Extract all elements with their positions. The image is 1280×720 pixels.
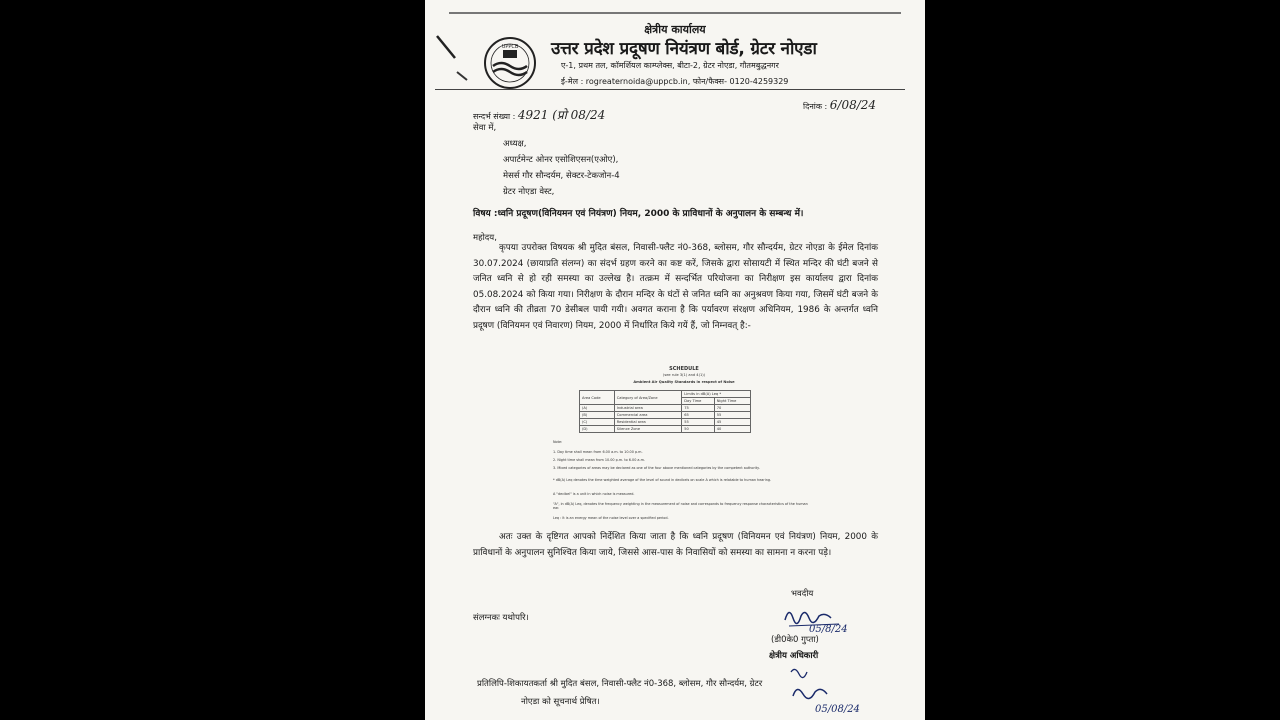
table-header: Category of Area/Zone	[614, 391, 681, 405]
body-paragraph-1: कृपया उपरोक्त विषयक श्री मुदित बंसल, निवासी-फ्लैट नं0-368, ब्लोसम, गौर सौन्दर्यम, ग्रेटर नोएडा के ईमेल दिनांक 30.07.2024 (छायाप्रति संलग्न) का संदर्भ ग्रहण करने का कष्ट करें, जिसके द्वारा सोसायटी में स्थित मन्दिर की घंटी बजने से जनित ध्वनि से हो रही समस्या का उल्लेख है। तत्क्रम में सन्दर्भित परियोजना का निरीक्षण इस कार्यालय द्वारा दिनांक 05.08.2024 को किया गया। निरीक्षण के दौरान मन्दिर के घंटों से जनित ध्वनि का अनुश्रवण किया गया, जिसमें घंटी बजने के दौरान ध्वनि की तीव्रता 70 डेसीबल पायी गयी। अवगत कराना है कि पर्यावरण संरक्षण अधिनियम, 1986 के अन्तर्गत ध्वनि प्रदूषण (विनियमन एवं निवारण) नियम, 2000 में निर्धारित किये गयें हैं, जो निम्नवत् है:-	[473, 243, 878, 331]
schedule-subtitle: (see rule 3(1) and 4(1))	[662, 373, 706, 377]
table-row	[580, 412, 751, 419]
schedule-heading: Ambient Air Quality Standards in respect of Noise	[633, 380, 735, 384]
table-cell: 55	[682, 419, 714, 426]
table-cell: 55	[714, 412, 750, 419]
board-name: उत्तर प्रदेश प्रदूषण नियंत्रण बोर्ड, ग्रेटर नोएडा	[551, 39, 817, 59]
table-header: Day Time	[682, 398, 714, 405]
table-header: Limits in dB(A) Leq *	[682, 391, 751, 398]
letter-date	[803, 98, 876, 112]
table-header: Night Time	[714, 398, 750, 405]
table-cell: 50	[682, 426, 714, 433]
schedule-note: 1. Day time shall mean from 6.00 a.m. to 10.00 p.m.	[553, 450, 643, 454]
uppcb-logo-icon	[483, 36, 537, 90]
schedule-table	[579, 390, 751, 433]
officer-name: (डी0के0 गुप्ता)	[771, 635, 819, 645]
logo-label: UPPCB	[501, 44, 519, 50]
table-header-row	[580, 391, 751, 398]
recipient-line: ग्रेटर नोएडा वेस्ट,	[503, 187, 555, 197]
recipient-line: मेसर्स गौर सौन्दर्यम, सेक्टर-टेकजोन-4	[503, 171, 620, 181]
body-paragraph-2: अतः उक्त के दृष्टिगत आपको निर्देशित किया जाता है कि ध्वनि प्रदूषण (विनियमन एवं नियंत्रण) नियम, 2000 के प्राविधानों के अनुपालन सुनिश्चित किया जाये, जिससे आस-पास के निवासियों को समस्या का सामना न करना पड़े।	[473, 532, 878, 558]
header-divider	[435, 89, 905, 90]
office-contact: ई-मेल : rogreaternoida@uppcb.in, फोन/फैक्स- 0120-4259329	[561, 77, 789, 86]
schedule-note: 2. Night time shall mean from 10.00 p.m. to 6.00 a.m.	[553, 458, 645, 462]
table-cell: 65	[682, 412, 714, 419]
table-cell: (A)	[580, 405, 615, 412]
subject-line: विषय :ध्वनि प्रदूषण(विनियमन एवं नियंत्रण) नियम, 2000 के प्राविधानों के अनुपालन के सम्बन्ध में।	[473, 209, 804, 219]
table-row	[580, 419, 751, 426]
top-border	[449, 12, 901, 14]
schedule-title: SCHEDULE	[669, 366, 699, 372]
table-cell: Commercial area	[614, 412, 681, 419]
table-cell: Industrial area	[614, 405, 681, 412]
recipient-line: अपार्टमेन्ट ओनर एसोशिएसन(एओए),	[503, 155, 619, 165]
table-cell: (C)	[580, 419, 615, 426]
date-value: 6/08/24	[829, 98, 877, 112]
officer-designation: क्षेत्रीय अधिकारी	[769, 651, 819, 661]
recipient-line: अध्यक्ष,	[503, 139, 527, 149]
table-cell: (D)	[580, 426, 615, 433]
table-cell: Silence Zone	[614, 426, 681, 433]
date-label: दिनांक :	[803, 102, 828, 111]
pen-mark-icon	[433, 34, 473, 82]
signature-date: 05/8/24	[809, 624, 848, 635]
salutation: महोदय,	[473, 233, 497, 243]
table-cell: (B)	[580, 412, 615, 419]
schedule-note-label: Note:	[553, 440, 563, 444]
table-cell: 75	[682, 405, 714, 412]
enclosure-note: संलग्नकः यथोपरि।	[473, 613, 529, 623]
office-name: क्षेत्रीय कार्यालय	[644, 23, 706, 36]
bhavdiya: भवदीय	[791, 589, 814, 599]
table-cell: 40	[714, 426, 750, 433]
office-address: ए-1, प्रथम तल, कॉमर्शियल काम्प्लेक्स, बीटा-2, ग्रेटर नोएडा, गौतमबुद्धनगर	[561, 61, 779, 70]
copy-signature-date: 05/08/24	[815, 704, 860, 715]
table-cell: 45	[714, 419, 750, 426]
table-header: Area Code	[580, 391, 615, 405]
schedule-note: "A", in dB(A) Leq, denotes the frequency weighting in the measurement of noise and corresponds to frequency response characteristics of the human ear.	[553, 502, 808, 511]
table-cell: Residential area	[614, 419, 681, 426]
schedule-note: Leq : It is an energy mean of the noise level over a specified period.	[553, 516, 669, 520]
copy-line-1: प्रतिलिपि-शिकायतकर्ता श्री मुदित बंसल, निवासी-फ्लैट नं0-368, ब्लोसम, गौर सौन्दर्यम, ग्रेटर	[477, 679, 763, 689]
table-row	[580, 405, 751, 412]
reference-number	[473, 106, 605, 123]
sewa-mein: सेवा में,	[473, 123, 497, 133]
schedule-note: A "decibel" is a unit in which noise is measured.	[553, 492, 635, 496]
table-row	[580, 426, 751, 433]
reference-value: 4921 (प्रो 08/24	[517, 108, 606, 122]
letter-page	[425, 0, 925, 720]
schedule-note: 3. Mixed categories of areas may be declared as one of the four above mentioned categories by the competent authority.	[553, 466, 760, 470]
noise-schedule	[553, 364, 815, 526]
schedule-note: * dB(A) Leq denotes the time weighted average of the level of sound in decibels on scale A which is relatable to human hearing.	[553, 478, 772, 482]
copy-line-2: नोएडा को सूचनार्थ प्रेषित।	[521, 697, 600, 707]
table-cell: 70	[714, 405, 750, 412]
reference-label: सन्दर्भ संख्या :	[473, 112, 516, 121]
